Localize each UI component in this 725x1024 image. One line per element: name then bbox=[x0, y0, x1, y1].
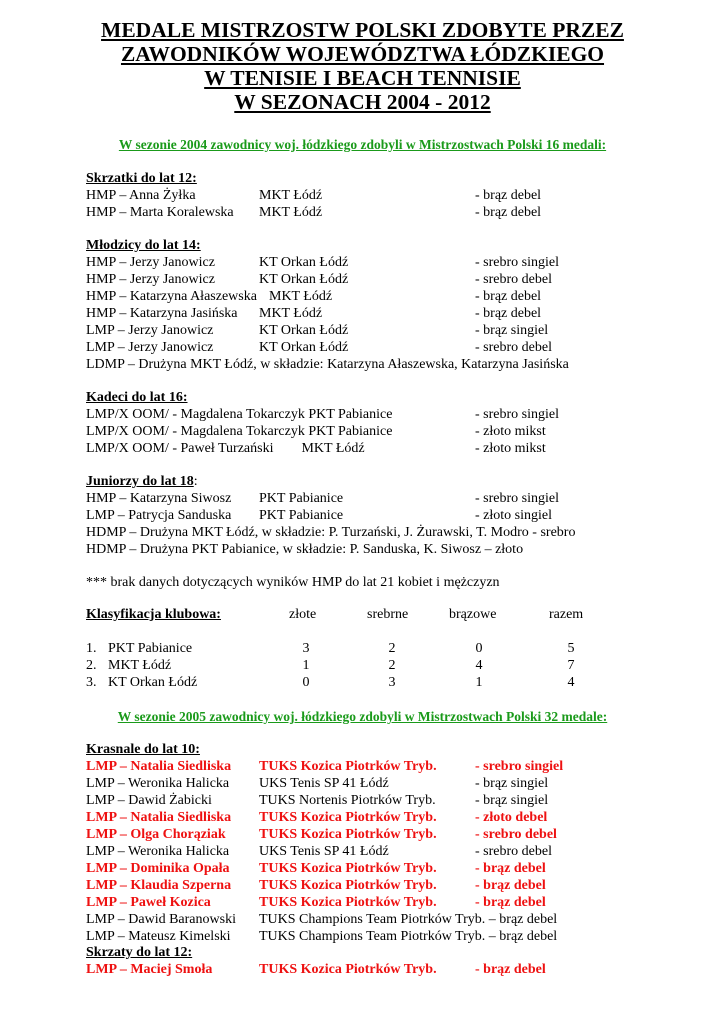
club-classification-header bbox=[86, 606, 706, 623]
title-line-4: W SEZONACH 2004 - 2012 bbox=[234, 90, 491, 114]
medal-cell: - srebro singiel bbox=[475, 255, 559, 270]
total-cell: 7 bbox=[567, 658, 575, 673]
club-cell: KT Orkan Łódź bbox=[108, 675, 198, 690]
player-cell: LMP – Dominika Opała bbox=[86, 861, 230, 876]
medal-cell: - brąz singiel bbox=[475, 793, 549, 808]
player-cell: LMP – Dawid Baranowski bbox=[86, 912, 236, 927]
col-bronze: brązowe bbox=[449, 607, 497, 622]
classification-title: Klasyfikacja klubowa: bbox=[86, 607, 221, 622]
player-cell: LMP – Jerzy Janowicz bbox=[86, 340, 214, 355]
player-cell: HMP – Marta Koralewska bbox=[86, 205, 234, 220]
juniorzy-header-suffix: : bbox=[193, 474, 198, 489]
table-row bbox=[86, 640, 706, 657]
club-cell: PKT Pabianice bbox=[108, 641, 193, 656]
player-cell: HMP – Anna Żyłka bbox=[86, 188, 196, 203]
table-row bbox=[86, 254, 706, 271]
note-line: *** brak danych dotyczących wyników HMP do lat 21 kobiet i mężczyzn bbox=[86, 575, 500, 590]
gold-cell: 0 bbox=[302, 675, 310, 690]
player-cell: LMP/X OOM/ - Magdalena Tokarczyk PKT Pabianice bbox=[86, 424, 393, 439]
table-row bbox=[86, 809, 706, 826]
table-row bbox=[86, 288, 706, 305]
player-cell: LMP – Weronika Halicka bbox=[86, 776, 230, 791]
medal-cell: - srebro singiel bbox=[475, 759, 564, 774]
table-row bbox=[86, 204, 706, 221]
bronze-cell: 0 bbox=[475, 641, 483, 656]
medal-cell: - brąz debel bbox=[475, 895, 546, 910]
bronze-cell: 1 bbox=[475, 675, 483, 690]
table-row bbox=[86, 928, 706, 945]
medal-cell: - złoto mikst bbox=[475, 424, 546, 439]
table-row bbox=[86, 826, 706, 843]
club-cell: TUKS Kozica Piotrków Tryb. bbox=[259, 878, 437, 893]
table-row bbox=[86, 657, 706, 674]
total-cell: 5 bbox=[567, 641, 575, 656]
club-cell: KT Orkan Łódź bbox=[259, 272, 349, 287]
club-cell: MKT Łódź bbox=[259, 205, 323, 220]
medal-cell: - srebro debel bbox=[475, 272, 552, 287]
medal-cell: - brąz debel bbox=[475, 289, 542, 304]
table-row bbox=[86, 322, 706, 339]
table-row bbox=[86, 440, 706, 457]
juniorzy-header-text: Juniorzy do lat 18 bbox=[86, 474, 194, 489]
club-cell: KT Orkan Łódź bbox=[259, 255, 349, 270]
table-row bbox=[86, 305, 706, 322]
player-cell: LMP – Jerzy Janowicz bbox=[86, 323, 214, 338]
table-row bbox=[86, 406, 706, 423]
rank-cell: 1. bbox=[86, 641, 97, 656]
club-cell: MKT Łódź bbox=[259, 188, 323, 203]
team-line: LDMP – Drużyna MKT Łódź, w składzie: Katarzyna Ałaszewska, Katarzyna Jasińska bbox=[86, 357, 569, 372]
bronze-cell: 4 bbox=[475, 658, 483, 673]
table-row bbox=[86, 674, 706, 691]
title-line-1: MEDALE MISTRZOSTW POLSKI ZDOBYTE PRZEZ bbox=[101, 18, 624, 42]
table-row bbox=[86, 792, 706, 809]
player-cell: LMP – Weronika Halicka bbox=[86, 844, 230, 859]
section-header-krasnale: Krasnale do lat 10: bbox=[86, 742, 200, 757]
table-row bbox=[86, 423, 706, 440]
title-line-2: ZAWODNIKÓW WOJEWÓDZTWA ŁÓDZKIEGO bbox=[120, 42, 605, 66]
club-cell: TUKS Kozica Piotrków Tryb. bbox=[259, 861, 437, 876]
medal-cell: - srebro debel bbox=[475, 844, 552, 859]
medal-cell: - srebro debel bbox=[475, 827, 557, 842]
gold-cell: 3 bbox=[302, 641, 310, 656]
club-cell: UKS Tenis SP 41 Łódź bbox=[259, 844, 389, 859]
club-cell: MKT Łódź bbox=[269, 289, 333, 304]
club-cell: UKS Tenis SP 41 Łódź bbox=[259, 776, 389, 791]
club-cell: TUKS Nortenis Piotrków Tryb. bbox=[259, 793, 436, 808]
club-cell: PKT Pabianice bbox=[259, 508, 344, 523]
season-2004-heading: W sezonie 2004 zawodnicy woj. łódzkiego zdobyli w Mistrzostwach Polski 16 medali: bbox=[118, 137, 607, 152]
table-row bbox=[86, 843, 706, 860]
section-header-mlodzicy: Młodzicy do lat 14: bbox=[86, 238, 201, 253]
club-cell: PKT Pabianice bbox=[259, 491, 344, 506]
medal-cell: - brąz debel bbox=[475, 962, 546, 977]
player-cell: LMP – Natalia Siedliska bbox=[86, 759, 232, 774]
club-cell: TUKS Champions Team Piotrków Tryb. – brąz debel bbox=[259, 912, 558, 927]
col-total: razem bbox=[549, 607, 584, 622]
section-header-kadeci: Kadeci do lat 16: bbox=[86, 390, 188, 405]
club-cell: TUKS Kozica Piotrków Tryb. bbox=[259, 895, 437, 910]
medal-cell: - brąz singiel bbox=[475, 323, 549, 338]
club-cell: TUKS Kozica Piotrków Tryb. bbox=[259, 827, 437, 842]
table-row bbox=[86, 775, 706, 792]
medal-cell: - złoto singiel bbox=[475, 508, 552, 523]
gold-cell: 1 bbox=[302, 658, 310, 673]
medal-cell: - srebro singiel bbox=[475, 491, 559, 506]
club-cell: KT Orkan Łódź bbox=[259, 340, 349, 355]
total-cell: 4 bbox=[567, 675, 575, 690]
section-header-skrzatki: Skrzatki do lat 12: bbox=[86, 171, 197, 186]
table-row bbox=[86, 758, 706, 775]
section-header-skrzaty: Skrzaty do lat 12: bbox=[86, 945, 193, 960]
silver-cell: 3 bbox=[388, 675, 396, 690]
club-cell: KT Orkan Łódź bbox=[259, 323, 349, 338]
player-cell: LMP/X OOM/ - Magdalena Tokarczyk PKT Pabianice bbox=[86, 407, 393, 422]
title-line-3: W TENISIE I BEACH TENNISIE bbox=[204, 66, 521, 90]
player-cell: LMP – Olga Chorąziak bbox=[86, 827, 226, 842]
medal-cell: - złoto debel bbox=[475, 810, 548, 825]
medal-cell: - złoto mikst bbox=[475, 441, 546, 456]
col-gold: złote bbox=[289, 607, 317, 622]
player-cell: LMP – Klaudia Szperna bbox=[86, 878, 232, 893]
table-row bbox=[86, 961, 706, 978]
table-row bbox=[86, 490, 706, 507]
player-cell: HMP – Katarzyna Ałaszewska bbox=[86, 289, 257, 304]
medal-cell: - brąz debel bbox=[475, 861, 546, 876]
club-cell: TUKS Kozica Piotrków Tryb. bbox=[259, 962, 437, 977]
rank-cell: 2. bbox=[86, 658, 97, 673]
club-cell: MKT Łódź bbox=[259, 306, 323, 321]
club-cell: TUKS Champions Team Piotrków Tryb. – brąz debel bbox=[259, 929, 558, 944]
player-cell: LMP – Mateusz Kimelski bbox=[86, 929, 231, 944]
section-header-juniorzy bbox=[86, 473, 198, 490]
table-row bbox=[86, 187, 706, 204]
player-cell: HMP – Katarzyna Siwosz bbox=[86, 491, 232, 506]
medal-cell: - srebro debel bbox=[475, 340, 552, 355]
season-2005-heading: W sezonie 2005 zawodnicy woj. łódzkiego zdobyli w Mistrzostwach Polski 32 medale: bbox=[117, 709, 608, 724]
player-cell: LMP – Natalia Siedliska bbox=[86, 810, 232, 825]
table-row bbox=[86, 877, 706, 894]
table-row bbox=[86, 507, 706, 524]
medal-cell: - brąz debel bbox=[475, 188, 542, 203]
player-cell: HMP – Katarzyna Jasińska bbox=[86, 306, 238, 321]
medal-cell: - brąz debel bbox=[475, 306, 542, 321]
player-cell: HMP – Jerzy Janowicz bbox=[86, 255, 215, 270]
document-title bbox=[0, 18, 725, 114]
table-row bbox=[86, 339, 706, 356]
player-cell: LMP – Patrycja Sanduska bbox=[86, 508, 232, 523]
team-line: HDMP – Drużyna MKT Łódź, w składzie: P. Turzański, J. Żurawski, T. Modro - srebro bbox=[86, 525, 576, 540]
club-cell: TUKS Kozica Piotrków Tryb. bbox=[259, 810, 437, 825]
club-cell: MKT Łódź bbox=[108, 658, 172, 673]
player-cell: HMP – Jerzy Janowicz bbox=[86, 272, 215, 287]
table-row bbox=[86, 911, 706, 928]
player-cell: LMP – Dawid Żabicki bbox=[86, 793, 212, 808]
silver-cell: 2 bbox=[388, 641, 396, 656]
medal-cell: - srebro singiel bbox=[475, 407, 559, 422]
player-cell: LMP/X OOM/ - Paweł Turzański MKT Łódź bbox=[86, 441, 365, 456]
player-cell: LMP – Maciej Smoła bbox=[86, 962, 213, 977]
silver-cell: 2 bbox=[388, 658, 396, 673]
medal-cell: - brąz debel bbox=[475, 205, 542, 220]
team-line: HDMP – Drużyna PKT Pabianice, w składzie: P. Sanduska, K. Siwosz – złoto bbox=[86, 542, 524, 557]
table-row bbox=[86, 894, 706, 911]
table-row bbox=[86, 860, 706, 877]
club-cell: TUKS Kozica Piotrków Tryb. bbox=[259, 759, 437, 774]
rank-cell: 3. bbox=[86, 675, 97, 690]
player-cell: LMP – Paweł Kozica bbox=[86, 895, 211, 910]
table-row bbox=[86, 271, 706, 288]
col-silver: srebrne bbox=[367, 607, 409, 622]
medal-cell: - brąz debel bbox=[475, 878, 546, 893]
medal-cell: - brąz singiel bbox=[475, 776, 549, 791]
